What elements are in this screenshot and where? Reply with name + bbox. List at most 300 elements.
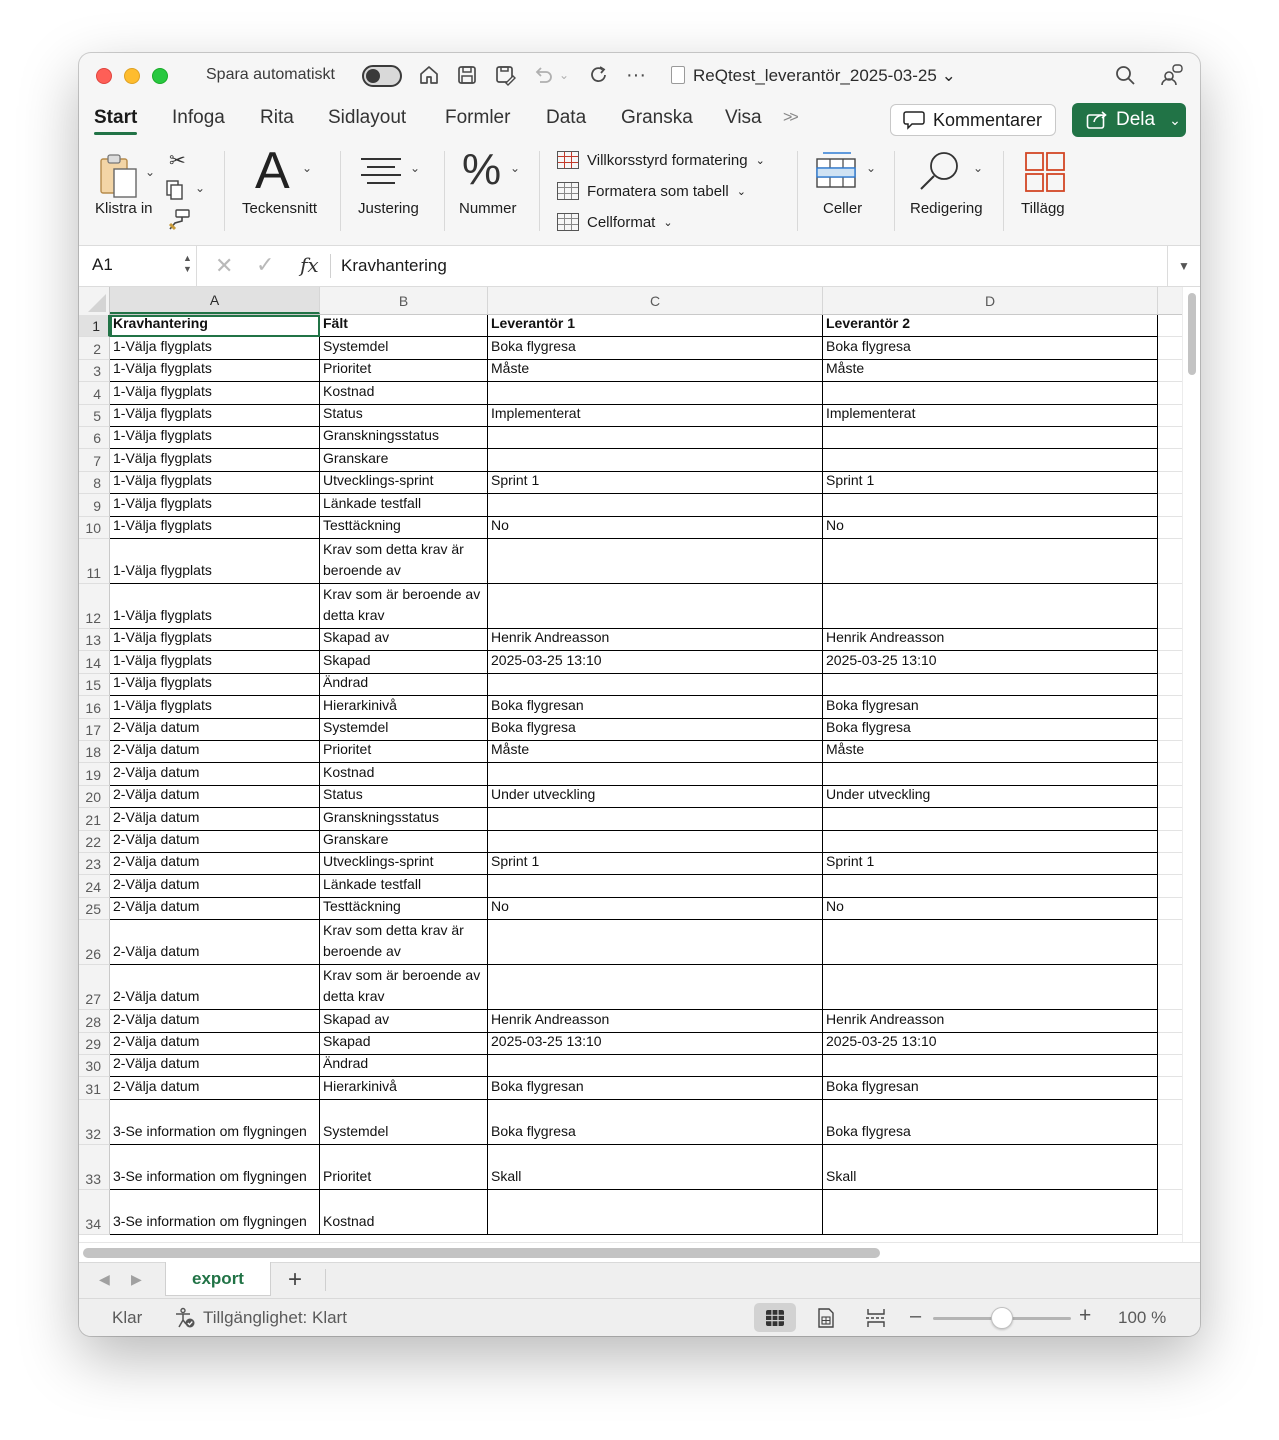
cancel-entry-icon[interactable]: ✕ — [215, 253, 234, 278]
table-row — [79, 875, 1182, 897]
cell-supplier-1[interactable]: 2025-03-25 13:10 — [488, 651, 823, 673]
cell-requirement[interactable]: 2-Välja datum — [110, 786, 320, 808]
row-header[interactable]: 29 — [79, 1033, 110, 1055]
tab-start[interactable]: Start — [94, 107, 138, 128]
cell-supplier-2[interactable] — [823, 427, 1158, 449]
addins-button[interactable] — [1024, 151, 1068, 195]
table-row — [79, 741, 1182, 763]
row-header[interactable]: 1 — [79, 315, 110, 337]
cell-supplier-1[interactable]: Boka flygresa — [488, 337, 823, 359]
name-box[interactable] — [79, 246, 197, 286]
accessibility-icon[interactable] — [174, 1307, 196, 1334]
conditional-formatting-button[interactable] — [557, 151, 765, 169]
cell-supplier-2[interactable] — [823, 763, 1158, 785]
insert-function-icon[interactable]: fx — [300, 253, 319, 277]
empty-cell[interactable] — [1158, 853, 1182, 875]
cell-requirement[interactable]: 2-Välja datum — [110, 898, 320, 920]
row-header[interactable]: 19 — [79, 763, 110, 785]
cell-requirement[interactable]: 1-Välja flygplats — [110, 449, 320, 471]
empty-cell[interactable] — [1158, 1033, 1182, 1055]
cell-supplier-1[interactable]: No — [488, 898, 823, 920]
cell-field[interactable]: Systemdel — [320, 1100, 488, 1145]
ribbon-start — [79, 142, 1200, 245]
cell-supplier-2[interactable]: Boka flygresa — [823, 1100, 1158, 1145]
more-options-icon[interactable]: ··· — [626, 63, 646, 86]
chevron-down-icon: ⌄ — [302, 161, 313, 175]
empty-cell[interactable] — [1158, 965, 1182, 1010]
chevron-down-icon: ⌄ — [145, 165, 156, 179]
cell-requirement[interactable]: 1-Välja flygplats — [110, 584, 320, 629]
page-layout-view-button[interactable] — [805, 1303, 847, 1332]
empty-cell[interactable] — [1158, 494, 1182, 516]
share-button[interactable] — [1072, 103, 1186, 137]
cell-requirement[interactable]: 2-Välja datum — [110, 808, 320, 830]
cell-supplier-2[interactable]: Henrik Andreasson — [823, 629, 1158, 651]
empty-cell[interactable] — [1158, 696, 1182, 718]
ribbon-separator — [797, 151, 798, 231]
table-row — [79, 315, 1182, 337]
empty-cell[interactable] — [1158, 629, 1182, 651]
cell-requirement[interactable]: 2-Välja datum — [110, 1055, 320, 1077]
cell-supplier-1[interactable]: Henrik Andreasson — [488, 629, 823, 651]
empty-cell[interactable] — [1158, 1010, 1182, 1032]
tab-data[interactable]: Data — [546, 107, 587, 128]
cell-supplier-1[interactable]: Sprint 1 — [488, 472, 823, 494]
row-header[interactable]: 18 — [79, 741, 110, 763]
magnifier-icon — [917, 149, 963, 195]
chevron-down-icon: ⌄ — [941, 66, 956, 85]
ribbon-separator — [340, 151, 341, 231]
cell-requirement[interactable]: 1-Välja flygplats — [110, 360, 320, 382]
next-sheet-icon[interactable]: ▶ — [131, 1271, 142, 1287]
cell-supplier-2[interactable]: Boka flygresan — [823, 1077, 1158, 1099]
cell-supplier-1[interactable] — [488, 1190, 823, 1235]
account-icon[interactable] — [1160, 63, 1184, 87]
cell-field[interactable]: Krav som detta krav är beroende av — [320, 920, 488, 965]
redo-icon[interactable] — [587, 63, 611, 87]
cell-supplier-2[interactable]: Henrik Andreasson — [823, 1010, 1158, 1032]
row-header[interactable]: 16 — [79, 696, 110, 718]
cell-supplier-1[interactable]: 2025-03-25 13:10 — [488, 1033, 823, 1055]
empty-cell[interactable] — [1158, 539, 1182, 584]
row-header[interactable]: 32 — [79, 1100, 110, 1145]
cell-requirement[interactable]: 1-Välja flygplats — [110, 517, 320, 539]
cell-supplier-1[interactable]: Boka flygresan — [488, 1077, 823, 1099]
cell-field[interactable]: Prioritet — [320, 360, 488, 382]
cell-supplier-2[interactable] — [823, 1190, 1158, 1235]
cell-requirement[interactable]: 2-Välja datum — [110, 1077, 320, 1099]
empty-cell[interactable] — [1158, 1190, 1182, 1235]
cell-field[interactable]: Prioritet — [320, 741, 488, 763]
cell-requirement[interactable]: 3-Se information om flygningen — [110, 1145, 320, 1190]
cell-requirement[interactable]: Kravhantering — [110, 315, 320, 337]
column-header-a[interactable]: A — [110, 287, 320, 314]
chevron-down-icon: ⌄ — [866, 161, 877, 175]
more-tabs-icon[interactable]: >> — [783, 109, 796, 126]
cell-supplier-2[interactable] — [823, 584, 1158, 629]
empty-cell[interactable] — [1158, 898, 1182, 920]
sheet-tab-export[interactable]: export — [165, 1262, 271, 1296]
accessibility-status[interactable]: Tillgänglighet: Klart — [203, 1308, 347, 1327]
cell-supplier-2[interactable] — [823, 494, 1158, 516]
cell-supplier-2[interactable]: Implementerat — [823, 405, 1158, 427]
chevron-down-icon: ⌄ — [663, 216, 673, 229]
chevron-down-icon: ⌄ — [410, 161, 421, 175]
cell-supplier-2[interactable]: Leverantör 2 — [823, 315, 1158, 337]
cell-field[interactable]: Ändrad — [320, 1055, 488, 1077]
row-header[interactable]: 26 — [79, 920, 110, 965]
confirm-entry-icon[interactable]: ✓ — [256, 252, 275, 277]
cell-supplier-2[interactable] — [823, 1055, 1158, 1077]
cell-requirement[interactable]: 2-Välja datum — [110, 741, 320, 763]
row-header[interactable]: 20 — [79, 786, 110, 808]
row-header[interactable]: 17 — [79, 719, 110, 741]
empty-cell[interactable] — [1158, 719, 1182, 741]
format-as-table-button[interactable] — [557, 182, 746, 200]
cell-requirement[interactable]: 1-Välja flygplats — [110, 494, 320, 516]
row-header[interactable]: 4 — [79, 382, 110, 404]
add-sheet-icon[interactable]: + — [288, 1266, 303, 1293]
cell-field[interactable]: Skapad — [320, 1033, 488, 1055]
empty-cell[interactable] — [1158, 405, 1182, 427]
cell-requirement[interactable]: 1-Välja flygplats — [110, 539, 320, 584]
document-icon — [671, 66, 685, 84]
cell-supplier-1[interactable]: Boka flygresa — [488, 719, 823, 741]
row-header[interactable]: 6 — [79, 427, 110, 449]
row-header[interactable]: 27 — [79, 965, 110, 1010]
cell-supplier-1[interactable]: Boka flygresan — [488, 696, 823, 718]
cell-field[interactable]: Kostnad — [320, 1190, 488, 1235]
cell-requirement[interactable]: 1-Välja flygplats — [110, 405, 320, 427]
row-header[interactable]: 31 — [79, 1077, 110, 1099]
cell-supplier-1[interactable]: Leverantör 1 — [488, 315, 823, 337]
empty-cell[interactable] — [1158, 382, 1182, 404]
column-header-c[interactable]: C — [488, 287, 823, 314]
cell-field[interactable]: Granskare — [320, 831, 488, 853]
cell-supplier-1[interactable]: Sprint 1 — [488, 853, 823, 875]
cell-requirement[interactable]: 2-Välja datum — [110, 965, 320, 1010]
row-header[interactable]: 28 — [79, 1010, 110, 1032]
row-header[interactable]: 33 — [79, 1145, 110, 1190]
cell-field[interactable]: Länkade testfall — [320, 875, 488, 897]
save-as-icon[interactable] — [493, 63, 517, 87]
table-row — [79, 539, 1182, 584]
cell-field[interactable]: Systemdel — [320, 337, 488, 359]
table-row — [79, 1055, 1182, 1077]
empty-cell[interactable] — [1158, 449, 1182, 471]
cell-supplier-2[interactable]: Boka flygresa — [823, 337, 1158, 359]
empty-cell[interactable] — [1158, 315, 1182, 337]
search-icon[interactable] — [1113, 63, 1137, 87]
cell-field[interactable]: Skapad av — [320, 1010, 488, 1032]
share-label: Dela — [1116, 109, 1156, 130]
cell-supplier-1[interactable] — [488, 875, 823, 897]
empty-cell[interactable] — [1158, 1055, 1182, 1077]
cell-requirement[interactable]: 1-Välja flygplats — [110, 337, 320, 359]
copy-icon[interactable] — [165, 179, 206, 206]
cell-supplier-2[interactable]: No — [823, 517, 1158, 539]
cell-supplier-1[interactable]: Måste — [488, 741, 823, 763]
cell-supplier-2[interactable] — [823, 808, 1158, 830]
cell-field[interactable]: Kostnad — [320, 763, 488, 785]
cell-requirement[interactable]: 1-Välja flygplats — [110, 629, 320, 651]
cell-supplier-1[interactable] — [488, 1055, 823, 1077]
cell-supplier-2[interactable]: 2025-03-25 13:10 — [823, 651, 1158, 673]
cell-supplier-1[interactable] — [488, 449, 823, 471]
row-header[interactable]: 25 — [79, 898, 110, 920]
cell-supplier-2[interactable]: Boka flygresan — [823, 696, 1158, 718]
row-header[interactable]: 21 — [79, 808, 110, 830]
row-header[interactable]: 14 — [79, 651, 110, 673]
cells-label: Celler — [823, 200, 863, 217]
zoom-level[interactable]: 100 % — [1118, 1308, 1167, 1327]
cell-supplier-1[interactable] — [488, 494, 823, 516]
row-header[interactable]: 24 — [79, 875, 110, 897]
cell-field[interactable]: Granskare — [320, 449, 488, 471]
cell-requirement[interactable]: 2-Välja datum — [110, 1010, 320, 1032]
empty-cell[interactable] — [1158, 831, 1182, 853]
empty-cell[interactable] — [1158, 472, 1182, 494]
tab-granska[interactable]: Granska — [621, 107, 693, 128]
empty-cell[interactable] — [1158, 584, 1182, 629]
empty-cell[interactable] — [1158, 651, 1182, 673]
row-header[interactable]: 13 — [79, 629, 110, 651]
cell-supplier-1[interactable]: Måste — [488, 360, 823, 382]
cell-field[interactable]: Skapad — [320, 651, 488, 673]
empty-cell[interactable] — [1158, 763, 1182, 785]
cell-supplier-2[interactable] — [823, 539, 1158, 584]
zoom-in-icon[interactable]: + — [1079, 1304, 1092, 1327]
cell-field[interactable]: Systemdel — [320, 719, 488, 741]
row-header[interactable]: 15 — [79, 674, 110, 696]
cell-supplier-2[interactable]: Skall — [823, 1145, 1158, 1190]
cell-supplier-2[interactable]: Måste — [823, 741, 1158, 763]
table-row — [79, 898, 1182, 920]
cell-supplier-2[interactable]: Boka flygresa — [823, 719, 1158, 741]
row-header[interactable]: 2 — [79, 337, 110, 359]
empty-cell[interactable] — [1158, 674, 1182, 696]
document-title[interactable]: ReQtest_leverantör_2025-03-25 ⌄ — [693, 66, 956, 85]
cell-field[interactable]: Utvecklings-sprint — [320, 853, 488, 875]
empty-cell[interactable] — [1158, 360, 1182, 382]
cell-supplier-2[interactable] — [823, 674, 1158, 696]
empty-cell[interactable] — [1158, 808, 1182, 830]
tab-sidlayout[interactable]: Sidlayout — [328, 107, 407, 128]
cell-requirement[interactable]: 2-Välja datum — [110, 1033, 320, 1055]
conditional-formatting-label: Villkorsstyrd formatering — [587, 151, 748, 169]
cell-supplier-2[interactable]: No — [823, 898, 1158, 920]
column-header-b[interactable]: B — [320, 287, 488, 314]
ribbon-separator — [539, 151, 540, 231]
page-break-view-button[interactable] — [855, 1303, 897, 1332]
cell-supplier-1[interactable] — [488, 965, 823, 1010]
empty-cell[interactable] — [1158, 875, 1182, 897]
row-header[interactable]: 3 — [79, 360, 110, 382]
tab-rita[interactable]: Rita — [260, 107, 294, 128]
maximize-window-button[interactable] — [152, 68, 168, 84]
cell-field[interactable]: Granskningsstatus — [320, 808, 488, 830]
excel-window — [79, 53, 1200, 1336]
cell-requirement[interactable]: 1-Välja flygplats — [110, 696, 320, 718]
cell-supplier-1[interactable]: Henrik Andreasson — [488, 1010, 823, 1032]
cell-requirement[interactable]: 2-Välja datum — [110, 853, 320, 875]
empty-cell[interactable] — [1158, 1077, 1182, 1099]
zoom-out-icon[interactable]: – — [910, 1305, 922, 1327]
select-all-button[interactable] — [79, 287, 110, 315]
cell-field[interactable]: Hierarkinivå — [320, 696, 488, 718]
home-icon[interactable] — [417, 63, 441, 87]
row-header[interactable]: 9 — [79, 494, 110, 516]
cell-requirement[interactable]: 2-Välja datum — [110, 763, 320, 785]
ribbon-separator — [444, 151, 445, 231]
chevron-down-icon: ⌄ — [195, 181, 206, 195]
cell-field[interactable]: Kostnad — [320, 382, 488, 404]
tab-infoga[interactable]: Infoga — [172, 107, 225, 128]
cell-field[interactable]: Prioritet — [320, 1145, 488, 1190]
cell-supplier-2[interactable] — [823, 382, 1158, 404]
empty-cell[interactable] — [1158, 1100, 1182, 1145]
undo-dropdown-icon[interactable]: ⌄ — [558, 68, 570, 82]
zoom-slider-handle[interactable] — [991, 1307, 1013, 1329]
cell-field[interactable]: Status — [320, 786, 488, 808]
expand-formula-bar-button[interactable] — [1167, 246, 1200, 286]
cell-supplier-1[interactable] — [488, 427, 823, 449]
horizontal-scroll-thumb[interactable] — [83, 1248, 880, 1258]
comments-button[interactable] — [890, 104, 1056, 136]
previous-sheet-icon[interactable]: ◀ — [99, 1271, 110, 1287]
empty-cell[interactable] — [1158, 427, 1182, 449]
cell-supplier-1[interactable]: Implementerat — [488, 405, 823, 427]
horizontal-scrollbar[interactable] — [79, 1242, 1200, 1262]
row-header[interactable]: 10 — [79, 517, 110, 539]
cut-icon[interactable]: ✂ — [169, 150, 186, 172]
chevron-down-icon[interactable]: ⌄ — [1169, 111, 1181, 128]
cell-requirement[interactable]: 2-Välja datum — [110, 719, 320, 741]
cell-supplier-1[interactable] — [488, 674, 823, 696]
cell-field[interactable]: Granskningsstatus — [320, 427, 488, 449]
cell-supplier-1[interactable] — [488, 763, 823, 785]
row-header[interactable]: 5 — [79, 405, 110, 427]
close-window-button[interactable] — [96, 68, 112, 84]
cell-supplier-1[interactable] — [488, 584, 823, 629]
tab-visa[interactable]: Visa — [725, 107, 762, 128]
cell-requirement[interactable]: 3-Se information om flygningen — [110, 1100, 320, 1145]
cell-field[interactable]: Skapad av — [320, 629, 488, 651]
autosave-toggle[interactable] — [362, 65, 402, 87]
row-header[interactable]: 23 — [79, 853, 110, 875]
cell-supplier-2[interactable]: 2025-03-25 13:10 — [823, 1033, 1158, 1055]
spreadsheet-grid — [79, 287, 1182, 1242]
cell-styles-label: Cellformat — [587, 213, 656, 231]
tab-formler[interactable]: Formler — [445, 107, 511, 128]
cell-supplier-1[interactable] — [488, 382, 823, 404]
cell-field[interactable]: Hierarkinivå — [320, 1077, 488, 1099]
table-row — [79, 674, 1182, 696]
name-box-stepper-icon[interactable]: ▲ ▼ — [183, 253, 192, 274]
cell-field[interactable]: Utvecklings-sprint — [320, 472, 488, 494]
cell-field[interactable]: Status — [320, 405, 488, 427]
formula-input[interactable]: Kravhantering — [341, 256, 447, 275]
cell-supplier-1[interactable]: Under utveckling — [488, 786, 823, 808]
cell-supplier-2[interactable] — [823, 920, 1158, 965]
vertical-scrollbar[interactable] — [1182, 287, 1200, 1242]
vertical-scroll-thumb[interactable] — [1188, 293, 1196, 375]
cell-field[interactable]: Länkade testfall — [320, 494, 488, 516]
cell-supplier-2[interactable] — [823, 965, 1158, 1010]
cell-field[interactable]: Krav som detta krav är beroende av — [320, 539, 488, 584]
cell-requirement[interactable]: 1-Välja flygplats — [110, 674, 320, 696]
cell-field[interactable]: Krav som är beroende av detta krav — [320, 965, 488, 1010]
cell-field[interactable]: Testtäckning — [320, 898, 488, 920]
empty-cell[interactable] — [1158, 517, 1182, 539]
cell-styles-icon — [557, 213, 579, 231]
column-headers — [79, 287, 1182, 315]
empty-cell[interactable] — [1158, 1145, 1182, 1190]
undo-icon[interactable] — [531, 63, 555, 87]
addins-icon — [1024, 151, 1066, 193]
cell-supplier-2[interactable]: Sprint 1 — [823, 853, 1158, 875]
cell-field[interactable]: Fält — [320, 315, 488, 337]
empty-cell[interactable] — [1158, 337, 1182, 359]
cell-requirement[interactable]: 1-Välja flygplats — [110, 472, 320, 494]
cell-field[interactable]: Ändrad — [320, 674, 488, 696]
row-header[interactable]: 22 — [79, 831, 110, 853]
empty-cell[interactable] — [1158, 741, 1182, 763]
cell-supplier-1[interactable]: No — [488, 517, 823, 539]
cell-supplier-1[interactable]: Skall — [488, 1145, 823, 1190]
row-header[interactable]: 34 — [79, 1190, 110, 1235]
row-header[interactable]: 8 — [79, 472, 110, 494]
cell-supplier-1[interactable] — [488, 831, 823, 853]
table-row — [79, 965, 1182, 1010]
empty-cell[interactable] — [1158, 786, 1182, 808]
table-row — [79, 360, 1182, 382]
cell-requirement[interactable]: 2-Välja datum — [110, 920, 320, 965]
cell-requirement[interactable]: 1-Välja flygplats — [110, 427, 320, 449]
cell-supplier-2[interactable] — [823, 449, 1158, 471]
cell-supplier-1[interactable]: Boka flygresa — [488, 1100, 823, 1145]
row-header[interactable]: 11 — [79, 539, 110, 584]
cell-requirement[interactable]: 2-Välja datum — [110, 875, 320, 897]
cell-supplier-2[interactable]: Sprint 1 — [823, 472, 1158, 494]
table-row — [79, 831, 1182, 853]
cell-requirement[interactable]: 1-Välja flygplats — [110, 651, 320, 673]
cell-field[interactable]: Testtäckning — [320, 517, 488, 539]
cell-requirement[interactable]: 1-Välja flygplats — [110, 382, 320, 404]
cell-supplier-1[interactable] — [488, 539, 823, 584]
row-header[interactable]: 7 — [79, 449, 110, 471]
cell-requirement[interactable]: 3-Se information om flygningen — [110, 1190, 320, 1235]
cell-supplier-2[interactable]: Måste — [823, 360, 1158, 382]
cell-supplier-2[interactable]: Under utveckling — [823, 786, 1158, 808]
empty-cell[interactable] — [1158, 920, 1182, 965]
minimize-window-button[interactable] — [124, 68, 140, 84]
row-header[interactable]: 30 — [79, 1055, 110, 1077]
cell-requirement[interactable]: 2-Välja datum — [110, 831, 320, 853]
save-icon[interactable] — [455, 63, 479, 87]
cell-supplier-2[interactable] — [823, 831, 1158, 853]
cell-supplier-2[interactable] — [823, 875, 1158, 897]
row-header[interactable]: 12 — [79, 584, 110, 629]
normal-view-button[interactable] — [754, 1303, 796, 1332]
ribbon-separator — [224, 151, 225, 231]
cell-supplier-1[interactable] — [488, 920, 823, 965]
column-header-d[interactable]: D — [823, 287, 1158, 314]
cell-supplier-1[interactable] — [488, 808, 823, 830]
format-painter-icon[interactable] — [167, 209, 191, 236]
cell-styles-button[interactable] — [557, 213, 673, 231]
cell-field[interactable]: Krav som är beroende av detta krav — [320, 584, 488, 629]
